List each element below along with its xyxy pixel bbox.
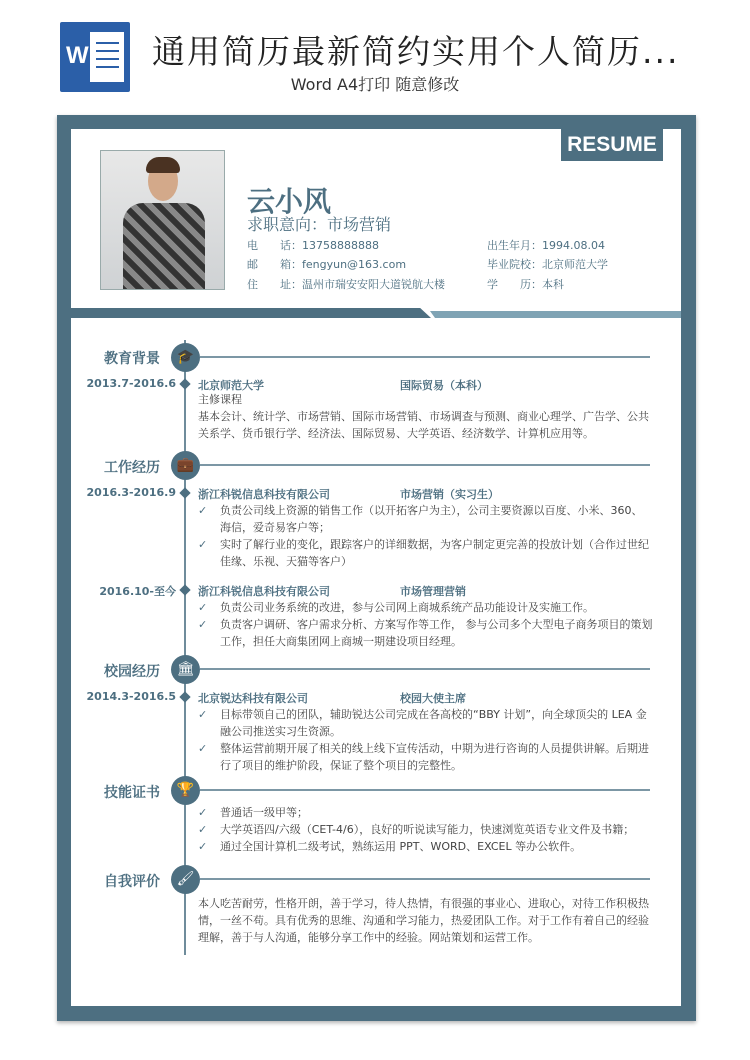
- edu-date: 2013.7-2016.6: [86, 377, 176, 390]
- job-date: 2016.10-至今: [99, 585, 176, 598]
- section-title-self: 自我评价: [104, 874, 160, 890]
- building-icon: 🏛: [171, 655, 200, 684]
- resume-badge: RESUME: [561, 129, 663, 161]
- divider-light: [430, 311, 681, 318]
- section-title-work: 工作经历: [104, 460, 160, 476]
- profile-photo: [100, 150, 225, 290]
- list-item: ✓ 大学英语四/六级（CET-4/6），良好的听说读写能力，快速浏览英语专业文件及书籍；: [198, 823, 635, 836]
- banner-title: 通用简历最新简约实用个人简历...: [152, 32, 680, 71]
- job-date: 2016.3-2016.9: [86, 486, 176, 499]
- section-divider: [200, 356, 650, 358]
- info-phone: 电 话：13758888888: [247, 239, 379, 252]
- banner-subtitle: Word A4打印 随意修改: [290, 75, 460, 94]
- section-divider: [200, 464, 650, 466]
- job-role: 市场管理营销: [400, 585, 466, 598]
- job-company: 浙江科锐信息科技有限公司: [198, 585, 330, 598]
- job-company: 浙江科锐信息科技有限公司: [198, 488, 330, 501]
- info-school: 毕业院校：北京师范大学: [487, 258, 608, 271]
- candidate-name: 云小风: [247, 185, 332, 218]
- campus-role: 校园大使主席: [400, 692, 466, 705]
- briefcase-icon: 💼: [171, 451, 200, 480]
- campus-org: 北京锐达科技有限公司: [198, 692, 308, 705]
- section-title-campus: 校园经历: [104, 664, 160, 680]
- trophy-icon: 🏆: [171, 776, 200, 805]
- info-email: 邮 箱：fengyun@163.com: [247, 258, 407, 271]
- check-icon: ✓: [198, 806, 208, 819]
- word-doc-icon: W: [60, 22, 130, 92]
- check-icon: ✓: [198, 742, 208, 755]
- check-icon: ✓: [198, 601, 208, 614]
- section-title-education: 教育背景: [104, 351, 160, 367]
- course-label: 主修课程: [198, 393, 242, 406]
- check-icon: ✓: [198, 618, 208, 631]
- info-degree: 学 历：本科: [487, 278, 564, 291]
- info-birth: 出生年月：1994.08.04: [487, 239, 605, 252]
- section-divider: [200, 789, 650, 791]
- job-role: 市场营销（实习生）: [400, 488, 499, 501]
- edu-school: 北京师范大学: [198, 379, 264, 392]
- list-item: ✓ 整体运营前期开展了相关的线上线下宣传活动，中期为进行咨询的人员提供讲解。后期进行了项目的维护阶段，保证了整个项目的完整性。: [198, 742, 649, 772]
- graduation-cap-icon: 🎓: [171, 343, 200, 372]
- list-item: ✓ 负责公司线上资源的销售工作（以开拓客户为主），公司主要资源以百度、小米、360、海信，爱奇易客户等；: [198, 504, 643, 534]
- list-item: ✓ 实时了解行业的变化，跟踪客户的详细数据，为客户制定更完善的投放计划（合作过世纪佳缘、乐视、天猫等客户）: [198, 538, 649, 568]
- section-title-skills: 技能证书: [104, 785, 160, 801]
- check-icon: ✓: [198, 823, 208, 836]
- info-address: 住 址：温州市瑞安安阳大道锐航大楼: [247, 278, 445, 291]
- course-list: 基本会计、统计学、市场营销、国际市场营销、市场调查与预测、商业心理学、广告学、公共关系学、货币银行学、经济法、国际贸易、大学英语、经济数学、计算机应用等。: [198, 410, 649, 440]
- edu-major: 国际贸易（本科）: [400, 379, 488, 392]
- list-item: ✓ 目标带领自己的团队，辅助锐达公司完成在各高校的“BBY 计划”，向全球顶尖的 LEA 金融公司推送实习生资源。: [198, 708, 647, 738]
- check-icon: ✓: [198, 538, 208, 551]
- check-icon: ✓: [198, 840, 208, 853]
- brush-icon: 🖌: [171, 865, 200, 894]
- timeline-line: [184, 340, 186, 955]
- list-item: ✓ 负责公司业务系统的改进，参与公司网上商城系统产品功能设计及实施工作。: [198, 601, 594, 614]
- check-icon: ✓: [198, 504, 208, 517]
- section-divider: [200, 878, 650, 880]
- job-intent: 求职意向：市场营销: [247, 215, 392, 234]
- check-icon: ✓: [198, 708, 208, 721]
- campus-date: 2014.3-2016.5: [86, 690, 176, 703]
- list-item: ✓ 负责客户调研、客户需求分析、方案写作等工作， 参与公司多个大型电子商务项目的策划工作，担任大商集团网上商城一期建设项目经理。: [198, 618, 653, 648]
- list-item: ✓ 通过全国计算机二级考试，熟练运用 PPT、WORD、EXCEL 等办公软件。: [198, 840, 582, 853]
- list-item: ✓ 普通话一级甲等；: [198, 806, 308, 819]
- self-evaluation-text: 本人吃苦耐劳，性格开朗，善于学习，待人热情，有很强的事业心、进取心，对待工作积极热情，一丝不苟。具有优秀的思维、沟通和学习能力，热爱团队工作。对于工作有着自己的经验理解，善于与人沟通，能够分享工作中的经验。网站策划和运营工作。: [198, 897, 649, 944]
- divider-dark: [71, 308, 431, 318]
- section-divider: [200, 668, 650, 670]
